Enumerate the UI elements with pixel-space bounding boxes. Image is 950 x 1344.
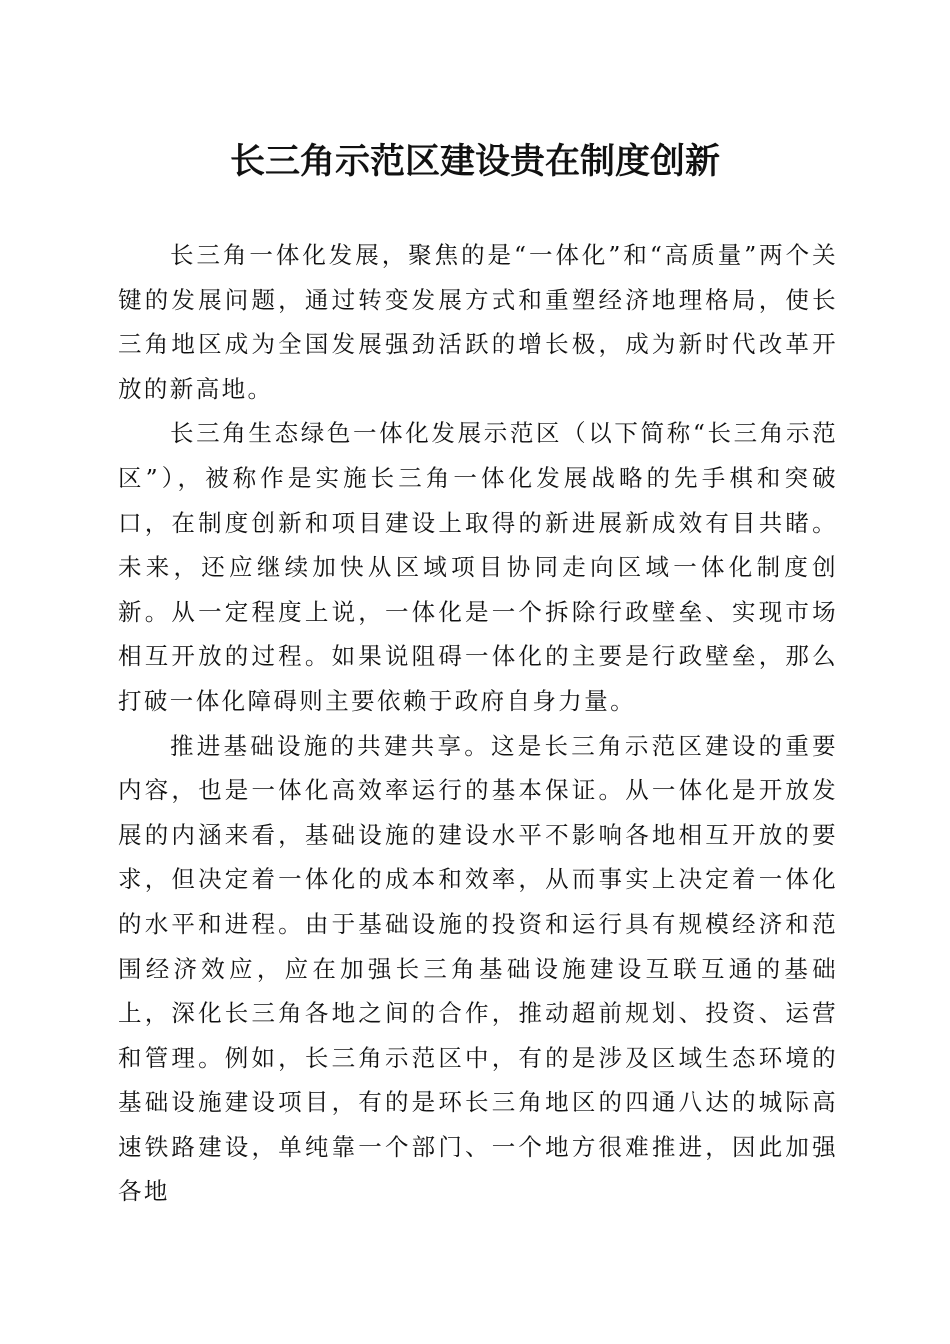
document-title: 长三角示范区建设贵在制度创新 bbox=[229, 141, 720, 182]
paragraph-1: 长三角一体化发展，聚焦的是“一体化”和“高质量”两个关键的发展问题，通过转变发展方式和重塑经济地理格局，使长三角地区成为全国发展强劲活跃的增长极，成为新时代改革开放的新高地。 bbox=[118, 241, 838, 403]
paragraph-3: 推进基础设施的共建共享。这是长三角示范区建设的重要内容，也是一体化高效率运行的基本保证。从一体化是开放发展的内涵来看，基础设施的建设水平不影响各地相互开放的要求，但决定着一体化的成本和效率，从而事实上决定着一体化的水平和进程。由于基础设施的投资和运行具有规模经济和范围经济效应，应在加强长三角基础设施建设互联互通的基础上，深化长三角各地之间的合作，推动超前规划、投资、运营和管理。例如，长三角示范区中，有的是涉及区域生态环境的基础设施建设项目，有的是环长三角地区的四通八达的城际高速铁路建设，单纯靠一个部门、一个地方很难推进，因此加强各地 bbox=[118, 731, 838, 1206]
document-body bbox=[118, 233, 838, 1214]
paragraph-2: 长三角生态绿色一体化发展示范区（以下简称“长三角示范区”），被称作是实施长三角一体化发展战略的先手棋和突破口，在制度创新和项目建设上取得的新进展新成效有目共睹。未来，还应继续加快从区域项目协同走向区域一体化制度创新。从一定程度上说，一体化是一个拆除行政壁垒、实现市场相互开放的过程。如果说阻碍一体化的主要是行政壁垒，那么打破一体化障碍则主要依赖于政府自身力量。 bbox=[118, 419, 838, 715]
